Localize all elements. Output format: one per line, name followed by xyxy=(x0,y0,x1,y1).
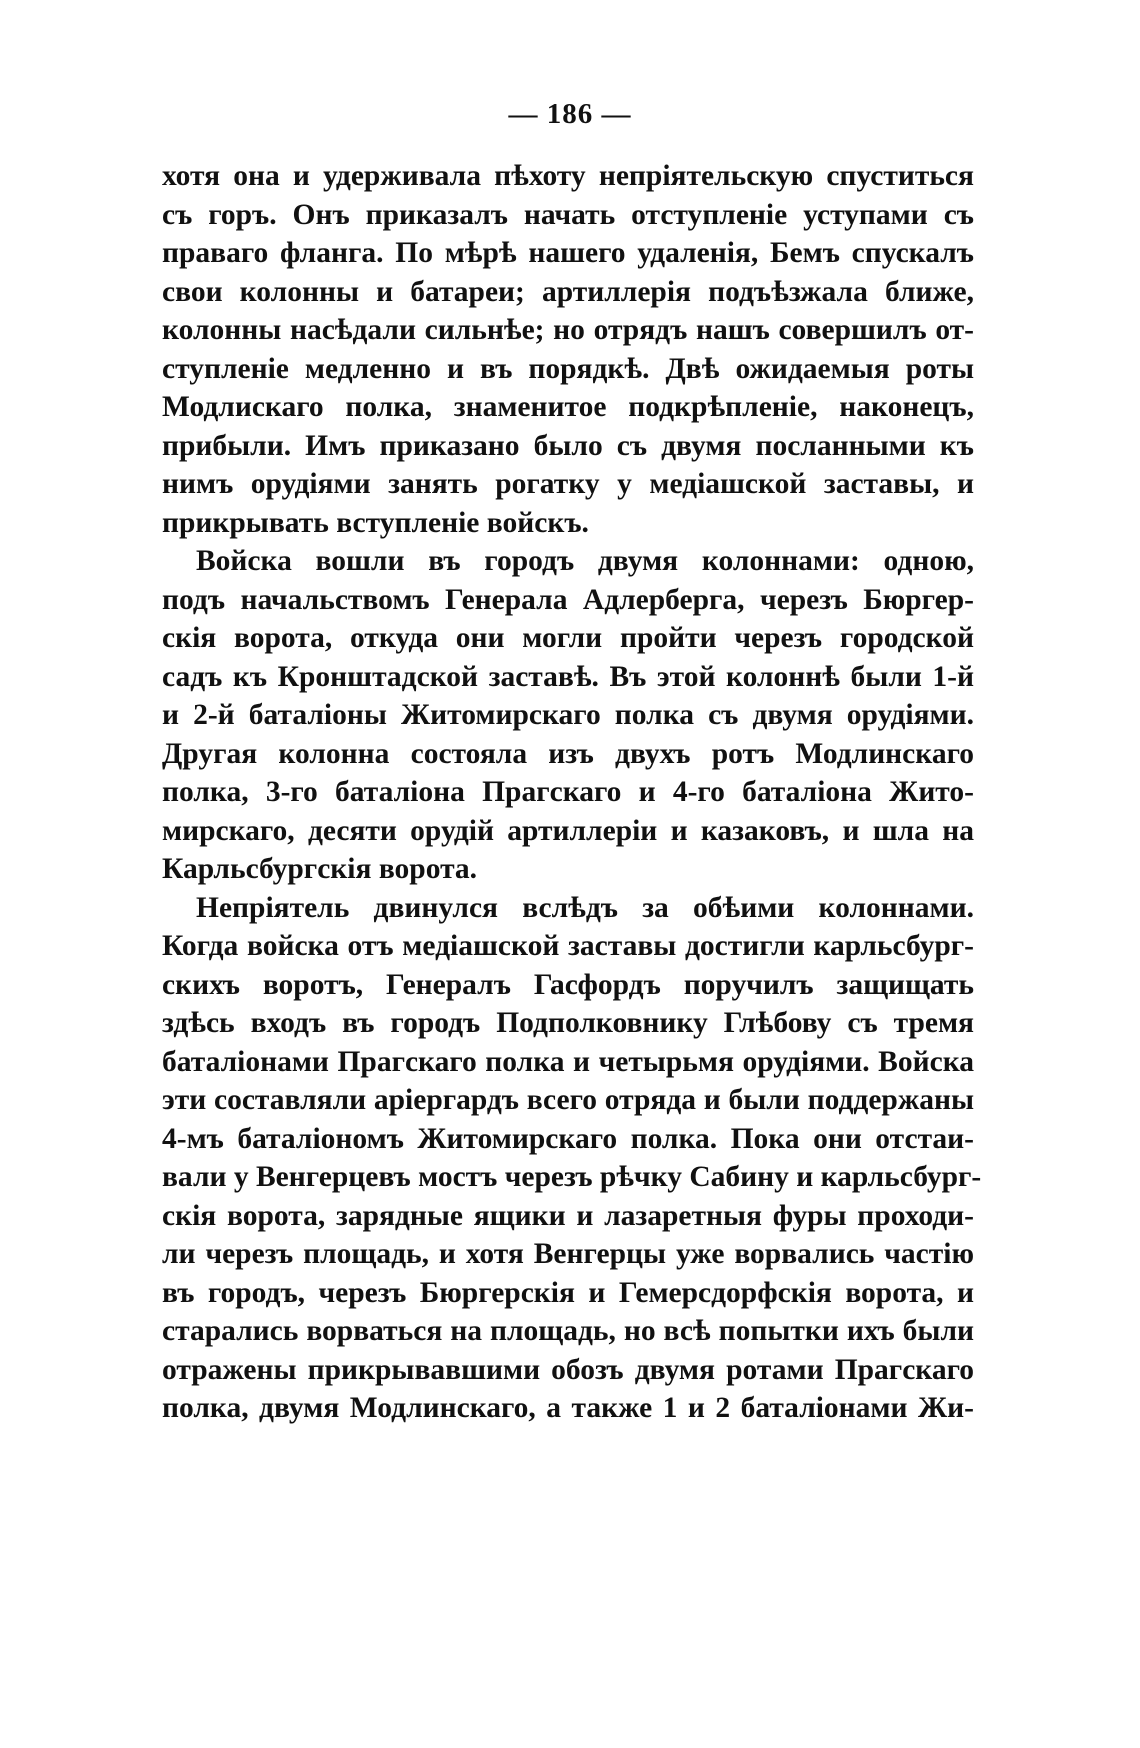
text-line: подъ начальствомъ Генерала Адлерберга, черезъ Бюргер- xyxy=(162,583,974,616)
text-line: отражены прикрывавшими обозъ двумя ротами Прагскаго xyxy=(162,1353,974,1386)
text-line: колонны насѣдали сильнѣе; но отрядъ нашъ совершилъ от- xyxy=(162,314,974,346)
paragraph-1 xyxy=(162,157,974,542)
text-line: эти составляли аріергардъ всего отряда и были поддержаны xyxy=(162,1084,974,1116)
body-text xyxy=(162,157,982,1428)
text-line: свои колонны и батареи; артиллерія подъѣзжала ближе, xyxy=(162,275,974,308)
text-line: въ городъ, черезъ Бюргерскія и Гемерсдорфскія ворота, и xyxy=(162,1276,974,1309)
text-line: прибыли. Имъ приказано было съ двумя посланными къ xyxy=(162,429,974,462)
text-line: ли черезъ площадь, и хотя Венгерцы уже ворвались частію xyxy=(162,1238,974,1270)
text-line: старались ворваться на площадь, но всѣ попытки ихъ были xyxy=(162,1315,974,1347)
text-line: баталіонами Прагскаго полка и четырьмя орудіями. Войска xyxy=(162,1045,974,1078)
text-line: полка, двумя Модлинскаго, а также 1 и 2 баталіонами Жи- xyxy=(162,1392,974,1424)
text-line: съ горъ. Онъ приказалъ начать отступленіе уступами съ xyxy=(162,198,974,231)
text-line: Непріятель двинулся вслѣдъ за обѣими колоннами. xyxy=(196,891,974,924)
text-line: скія ворота, откуда они могли пройти черезъ городской xyxy=(162,622,974,654)
text-line: Другая колонна состояла изъ двухъ ротъ Модлинскаго xyxy=(162,737,974,770)
text-line: садъ къ Кронштадской заставѣ. Въ этой колоннѣ были 1-й xyxy=(162,660,974,693)
text-line: вали у Венгерцевъ мостъ черезъ рѣчку Сабину и карльсбург- xyxy=(162,1161,982,1193)
text-line: полка, 3-го баталіона Прагскаго и 4-го баталіона Жито- xyxy=(162,776,974,808)
text-line: нимъ орудіями занять рогатку у медіашской заставы, и xyxy=(162,468,974,500)
page-number: — 186 — xyxy=(508,98,632,130)
paragraph-3 xyxy=(162,889,982,1428)
text-line: праваго фланга. По мѣрѣ нашего удаленія, Бемъ спускалъ xyxy=(162,237,974,269)
text-line: прикрывать вступленіе войскъ. xyxy=(162,506,589,539)
text-line: и 2-й баталіоны Житомирскаго полка съ двумя орудіями. xyxy=(162,699,974,731)
text-line: здѣсь входъ въ городъ Подполковнику Глѣбову съ тремя xyxy=(162,1007,974,1039)
text-line: ступленіе медленно и въ порядкѣ. Двѣ ожидаемыя роты xyxy=(162,352,974,385)
text-line: мирскаго, десяти орудій артиллеріи и казаковъ, и шла на xyxy=(162,814,974,847)
text-line: скихъ воротъ, Генералъ Гасфордъ поручилъ защищать xyxy=(162,968,974,1001)
text-line: Карльсбургскія ворота. xyxy=(162,853,478,885)
text-line: Когда войска отъ медіашской заставы достигли карльсбург- xyxy=(162,930,974,962)
text-line: Войска вошли въ городъ двумя колоннами: одною, xyxy=(196,545,974,577)
text-line: 4-мъ баталіономъ Житомирскаго полка. Пока они отстаи- xyxy=(162,1122,974,1155)
text-line: Модлискаго полка, знаменитое подкрѣпленіе, наконецъ, xyxy=(162,391,974,423)
text-line: скія ворота, зарядные ящики и лазаретныя фуры проходи- xyxy=(162,1199,974,1232)
paragraph-2 xyxy=(162,542,974,889)
text-line: хотя она и удерживала пѣхоту непріятельскую спуститься xyxy=(162,160,974,192)
